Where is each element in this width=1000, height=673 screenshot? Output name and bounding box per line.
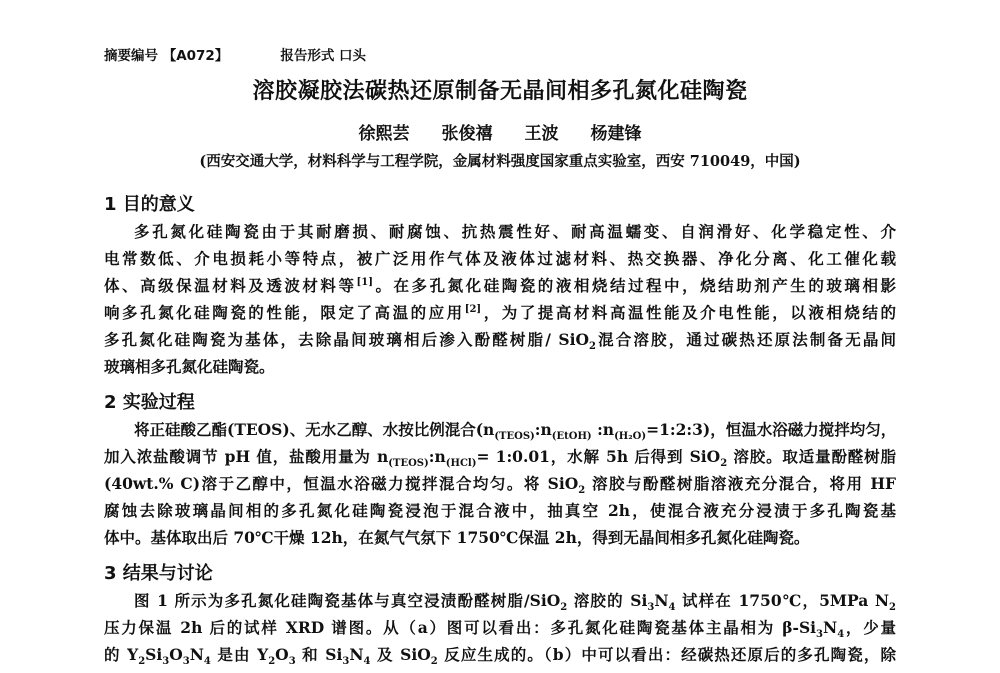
abstract-meta bbox=[104, 44, 366, 64]
author-list bbox=[0, 119, 1000, 144]
author-name: 杨建锋 bbox=[590, 124, 642, 144]
section-heading-purpose: 1 目的意义 bbox=[104, 194, 195, 215]
paragraph-line: 响多孔氮化硅陶瓷的性能，限定了高温的应用[2]，为了提高材料高温性能及介电性能，以液相烧结的 bbox=[104, 303, 896, 322]
paragraph-line: 体中。基体取出后 70℃干燥 12h，在氮气气氛下 1750℃保温 2h，得到无晶间相多孔氮化硅陶瓷。 bbox=[104, 528, 810, 547]
author-name: 徐熙芸 bbox=[358, 124, 410, 144]
section-heading-experiment: 2 实验过程 bbox=[104, 392, 195, 413]
paper-title: 溶胶凝胶法碳热还原制备无晶间相多孔氮化硅陶瓷 bbox=[252, 79, 748, 104]
abstract-number: 摘要编号 【A072】 bbox=[104, 48, 229, 64]
paragraph-line: 多孔氮化硅陶瓷为基体，去除晶间玻璃相后渗入酚醛树脂/ SiO$_2$混合溶胶，通过碳热还原法制备无晶间 bbox=[104, 330, 896, 353]
paragraph-line: 加入浓盐酸调节 pH 值，盐酸用量为 $n_{(TEOS)}:n_{(HCl)}=$ 1:0.01，水解 5h 后得到 SiO$_2$ 溶胶。取适量酚醛树脂 bbox=[104, 447, 896, 470]
affiliation: (西安交通大学，材料科学与工程学院，金属材料强度国家重点实验室，西安 710049，中国) bbox=[199, 153, 801, 170]
paragraph-line: 体、高级保温材料及透波材料等[1]。在多孔氮化硅陶瓷的液相烧结过程中，烧结助剂产生的玻璃相影 bbox=[104, 276, 896, 295]
citation-ref: [1] bbox=[356, 276, 373, 288]
paragraph-line: 多孔氮化硅陶瓷由于其耐磨损、耐腐蚀、抗热震性好、耐高温蠕变、自润滑好、化学稳定性、介 bbox=[134, 222, 896, 241]
paragraph-line: 压力保温 2h 后的试样 XRD 谱图。从（a）图可以看出：多孔氮化硅陶瓷基体主晶相为 $\beta-Si_3N_4$，少量 bbox=[104, 618, 896, 641]
citation-ref: [2] bbox=[464, 303, 482, 315]
report-form: 报告形式 口头 bbox=[280, 48, 367, 64]
paragraph-line: 电常数低、介电损耗小等特点，被广泛用作气体及液体过滤材料、热交换器、净化分离、化工催化载 bbox=[104, 249, 896, 268]
author-name: 王波 bbox=[524, 124, 559, 144]
paragraph-line: (40wt.% C)溶于乙醇中，恒温水浴磁力搅拌混合均匀。将 SiO$_2$ 溶胶与酚醛树脂溶液充分混合，将用 HF bbox=[104, 474, 896, 497]
paragraph-line: 玻璃相多孔氮化硅陶瓷。 bbox=[104, 357, 275, 376]
paragraph-line: 图 1 所示为多孔氮化硅陶瓷基体与真空浸渍酚醛树脂/SiO$_2$ 溶胶的 $Si_3N_4$ 试样在 1750℃，5MPa $N_2$ bbox=[134, 591, 897, 614]
section-heading-results: 3 结果与讨论 bbox=[104, 563, 213, 584]
paragraph-line: 的 $Y_2Si_3O_3N_4$ 是由 $Y_2O_3$ 和 $Si_3N_4$ 及 SiO$_2$ 反应生成的。（b）中可以看出：经碳热还原后的多孔陶瓷，除 bbox=[104, 645, 896, 668]
paragraph-line: 腐蚀去除玻璃晶间相的多孔氮化硅陶瓷浸泡于混合液中，抽真空 2h，使混合液充分浸渍于多孔陶瓷基 bbox=[104, 501, 896, 520]
author-name: 张俊禧 bbox=[441, 124, 493, 144]
paragraph-line: 将正硅酸乙酯(TEOS)、无水乙醇、水按比例混合($n_{(TEOS)}:n_{(EtOH)}$ $:n_{(H_2O)}=1:2:3$)，恒温水浴磁力搅拌均匀， bbox=[134, 420, 897, 443]
